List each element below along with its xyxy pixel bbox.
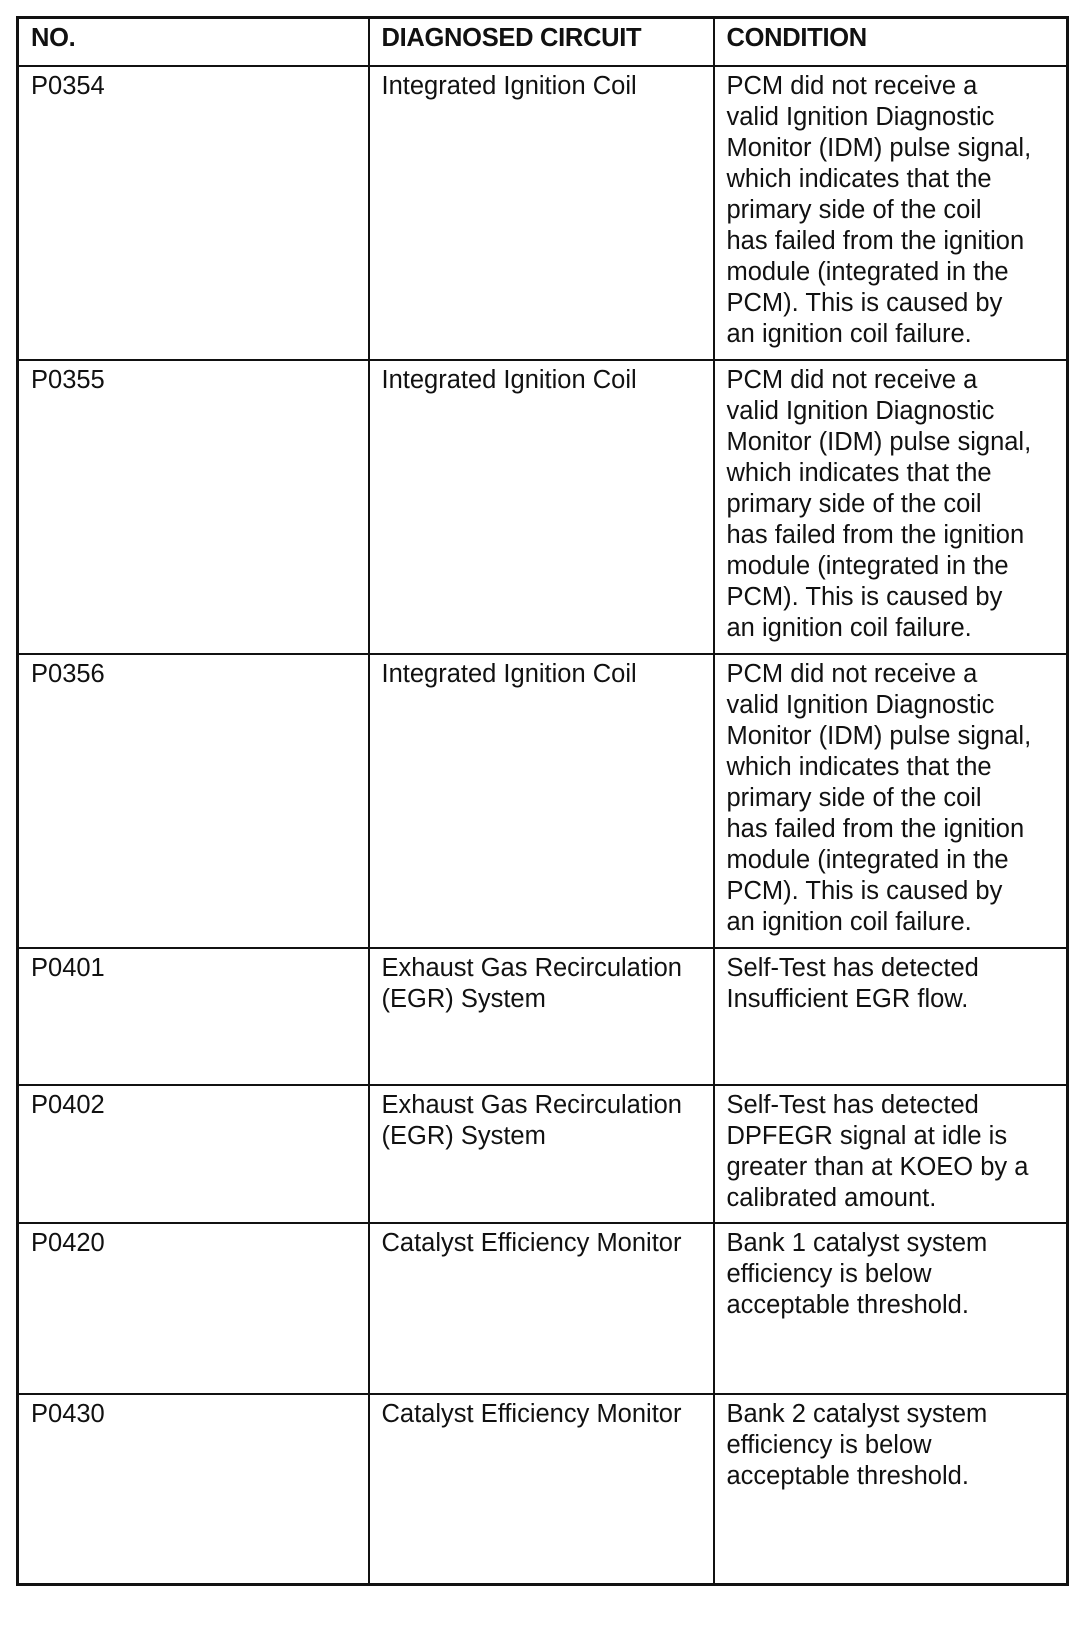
circuit-cell: Catalyst Efficiency Monitor xyxy=(369,1223,714,1394)
condition-cell: Self-Test has detected DPFEGR signal at idle is greater than at KOEO by a calibrated amount. xyxy=(714,1085,1068,1223)
table-row xyxy=(18,1085,1068,1223)
table-row xyxy=(18,1394,1068,1585)
circuit-cell: Exhaust Gas Recirculation (EGR) System xyxy=(369,948,714,1085)
code-cell: P0356 xyxy=(18,654,369,948)
condition-cell: Bank 1 catalyst system efficiency is below acceptable threshold. xyxy=(714,1223,1068,1394)
code-cell: P0355 xyxy=(18,360,369,654)
table-row xyxy=(18,66,1068,360)
header-no: NO. xyxy=(18,18,369,67)
document-page xyxy=(16,16,1066,1612)
table-row xyxy=(18,948,1068,1085)
condition-cell: PCM did not receive a valid Ignition Diagnostic Monitor (IDM) pulse signal, which indicates that the primary side of the coil has failed from the ignition module (integrated in the PCM). This is caused by an ignition coil failure. xyxy=(714,360,1068,654)
circuit-cell: Integrated Ignition Coil xyxy=(369,66,714,360)
circuit-cell: Catalyst Efficiency Monitor xyxy=(369,1394,714,1585)
code-cell: P0401 xyxy=(18,948,369,1085)
condition-cell: PCM did not receive a valid Ignition Diagnostic Monitor (IDM) pulse signal, which indicates that the primary side of the coil has failed from the ignition module (integrated in the PCM). This is caused by an ignition coil failure. xyxy=(714,66,1068,360)
code-cell: P0420 xyxy=(18,1223,369,1394)
circuit-cell: Integrated Ignition Coil xyxy=(369,360,714,654)
table-row xyxy=(18,654,1068,948)
circuit-cell: Integrated Ignition Coil xyxy=(369,654,714,948)
table-header-row xyxy=(18,18,1068,67)
diagnostic-code-table xyxy=(16,16,1069,1586)
table-row xyxy=(18,1223,1068,1394)
condition-cell: PCM did not receive a valid Ignition Diagnostic Monitor (IDM) pulse signal, which indicates that the primary side of the coil has failed from the ignition module (integrated in the PCM). This is caused by an ignition coil failure. xyxy=(714,654,1068,948)
header-condition: CONDITION xyxy=(714,18,1068,67)
code-cell: P0402 xyxy=(18,1085,369,1223)
code-cell: P0430 xyxy=(18,1394,369,1585)
table-row xyxy=(18,360,1068,654)
code-cell: P0354 xyxy=(18,66,369,360)
header-diagnosed-circuit: DIAGNOSED CIRCUIT xyxy=(369,18,714,67)
condition-cell: Self-Test has detected Insufficient EGR flow. xyxy=(714,948,1068,1085)
circuit-cell: Exhaust Gas Recirculation (EGR) System xyxy=(369,1085,714,1223)
condition-cell: Bank 2 catalyst system efficiency is below acceptable threshold. xyxy=(714,1394,1068,1585)
